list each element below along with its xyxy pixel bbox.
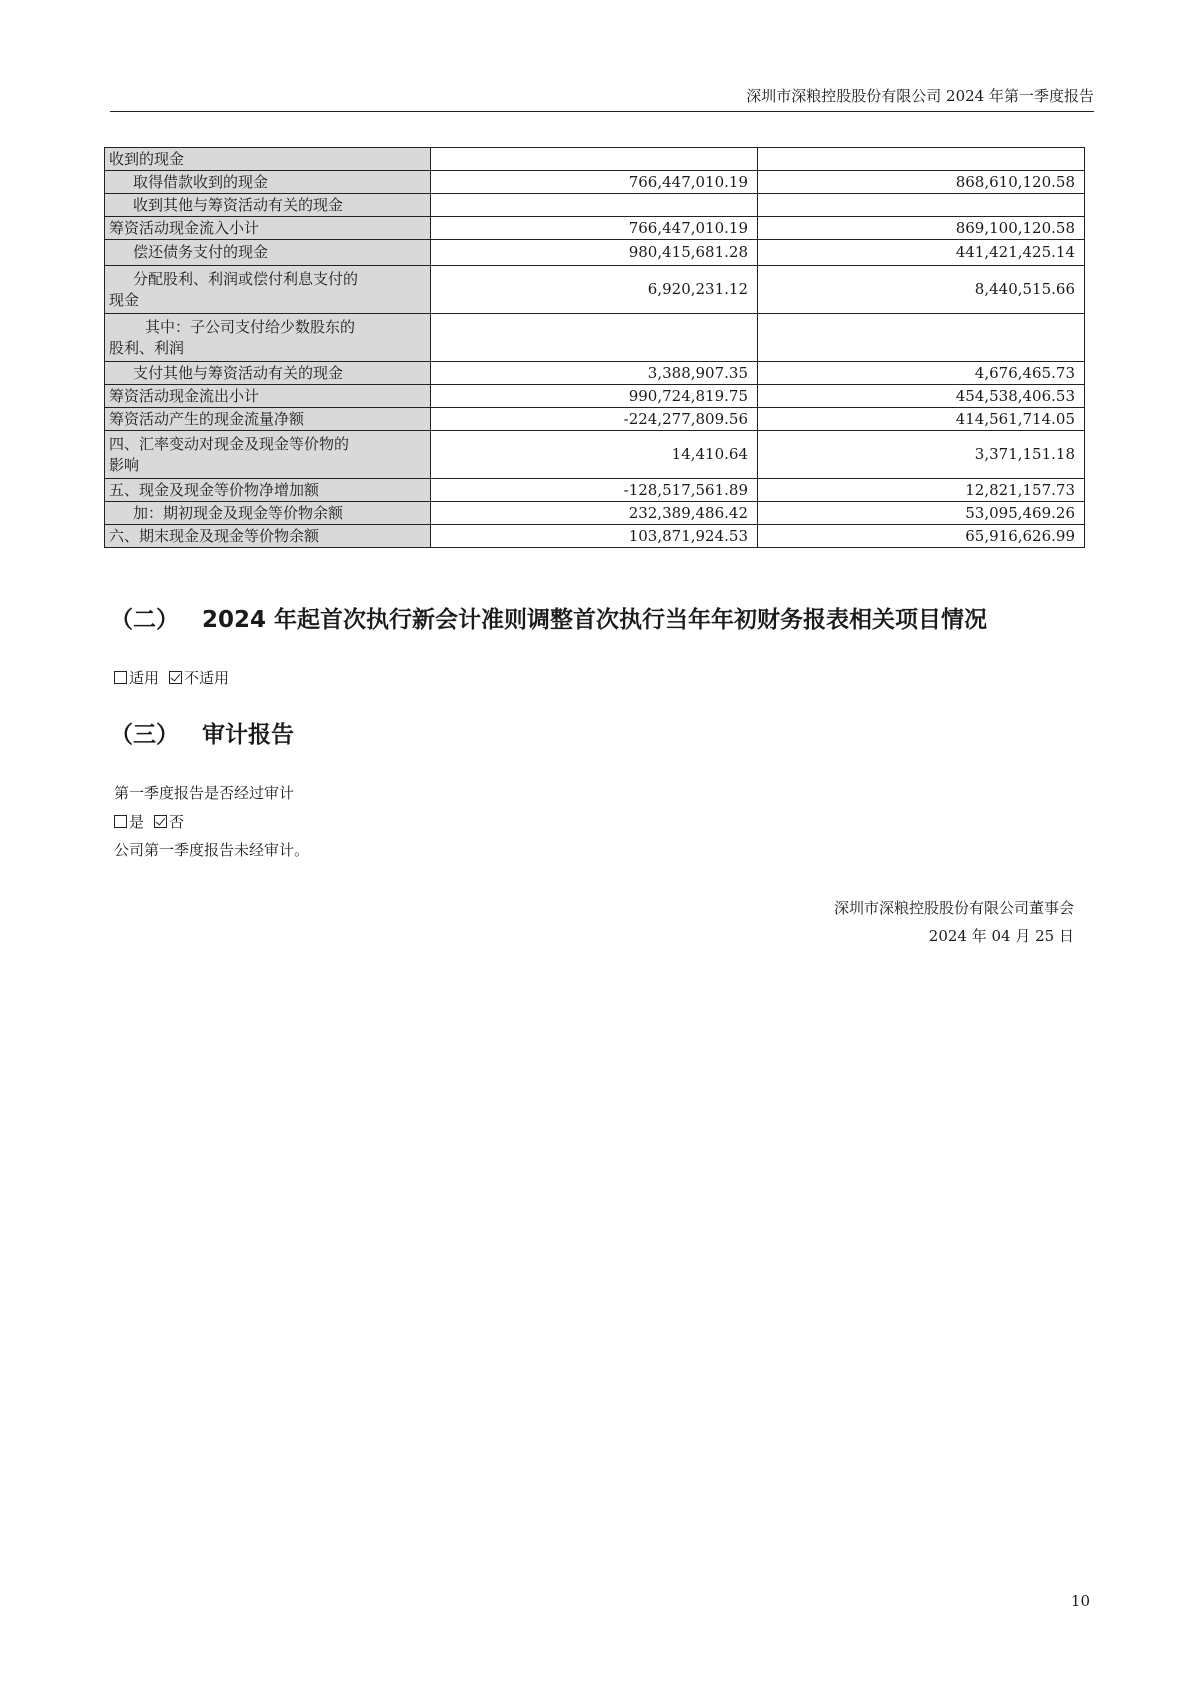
row-label: 五、现金及现金等价物净增加额 <box>105 479 431 502</box>
previous-period-value: 869,100,120.58 <box>758 217 1085 240</box>
current-period-value: -128,517,561.89 <box>431 479 758 502</box>
option-yes: 是 <box>129 813 145 831</box>
audit-statement: 公司第一季度报告未经审计。 <box>114 841 310 859</box>
row-label <box>105 314 431 362</box>
row-label <box>105 431 431 479</box>
previous-period-value: 4,676,465.73 <box>758 362 1085 385</box>
section-2-number: （二） <box>110 607 179 633</box>
previous-period-value <box>758 194 1085 217</box>
unchecked-box-icon[interactable] <box>114 815 127 828</box>
previous-period-value: 8,440,515.66 <box>758 266 1085 314</box>
row-label: 支付其他与筹资活动有关的现金 <box>105 362 431 385</box>
current-period-value: 980,415,681.28 <box>431 240 758 266</box>
current-period-value: 232,389,486.42 <box>431 502 758 525</box>
row-label: 筹资活动现金流入小计 <box>105 217 431 240</box>
table-row <box>105 479 1085 502</box>
current-period-value: 766,447,010.19 <box>431 217 758 240</box>
row-label-line1: 分配股利、利润或偿付利息支付的 <box>133 269 359 288</box>
table-row <box>105 502 1085 525</box>
table-row <box>105 217 1085 240</box>
current-period-value <box>431 194 758 217</box>
audit-question: 第一季度报告是否经过审计 <box>114 784 295 802</box>
previous-period-value <box>758 314 1085 362</box>
table-row <box>105 240 1085 266</box>
checked-box-icon[interactable] <box>169 671 182 684</box>
audit-options <box>114 812 184 832</box>
table-row <box>105 385 1085 408</box>
page-number: 10 <box>1070 1592 1090 1610</box>
option-applicable: 适用 <box>129 669 160 687</box>
row-label: 六、期末现金及现金等价物余额 <box>105 525 431 548</box>
checked-box-icon[interactable] <box>154 815 167 828</box>
table-row <box>105 266 1085 314</box>
section-3-heading <box>110 720 294 750</box>
section-2-options <box>114 668 229 688</box>
current-period-value: 766,447,010.19 <box>431 171 758 194</box>
current-period-value: 103,871,924.53 <box>431 525 758 548</box>
row-label: 取得借款收到的现金 <box>105 171 431 194</box>
current-period-value: -224,277,809.56 <box>431 408 758 431</box>
signature-company: 深圳市深粮控股股份有限公司董事会 <box>833 899 1074 917</box>
table-row <box>105 362 1085 385</box>
previous-period-value: 868,610,120.58 <box>758 171 1085 194</box>
row-label: 筹资活动产生的现金流量净额 <box>105 408 431 431</box>
unchecked-box-icon[interactable] <box>114 671 127 684</box>
section-3-number: （三） <box>110 722 179 748</box>
row-label-line2: 股利、利润 <box>109 338 185 357</box>
previous-period-value: 414,561,714.05 <box>758 408 1085 431</box>
row-label-line2: 影响 <box>109 455 140 474</box>
previous-period-value <box>758 148 1085 171</box>
row-label-line1: 其中：子公司支付给少数股东的 <box>145 317 356 336</box>
current-period-value: 6,920,231.12 <box>431 266 758 314</box>
option-not-applicable: 不适用 <box>184 669 230 687</box>
section-2-heading <box>110 605 987 635</box>
row-label: 筹资活动现金流出小计 <box>105 385 431 408</box>
previous-period-value: 441,421,425.14 <box>758 240 1085 266</box>
previous-period-value: 454,538,406.53 <box>758 385 1085 408</box>
table-row <box>105 431 1085 479</box>
table-row <box>105 194 1085 217</box>
table-row <box>105 525 1085 548</box>
previous-period-value: 53,095,469.26 <box>758 502 1085 525</box>
current-period-value <box>431 314 758 362</box>
current-period-value <box>431 148 758 171</box>
section-3-title: 审计报告 <box>202 722 294 748</box>
table-row <box>105 314 1085 362</box>
section-2-title: 2024 年起首次执行新会计准则调整首次执行当年年初财务报表相关项目情况 <box>202 607 988 633</box>
table-row <box>105 408 1085 431</box>
current-period-value: 990,724,819.75 <box>431 385 758 408</box>
running-header: 深圳市深粮控股股份有限公司 2024 年第一季度报告 <box>110 86 1094 112</box>
table-row <box>105 148 1085 171</box>
row-label: 收到其他与筹资活动有关的现金 <box>105 194 431 217</box>
previous-period-value: 3,371,151.18 <box>758 431 1085 479</box>
row-label-line1: 四、汇率变动对现金及现金等价物的 <box>109 434 350 453</box>
option-no: 否 <box>169 813 185 831</box>
current-period-value: 14,410.64 <box>431 431 758 479</box>
row-label: 收到的现金 <box>105 148 431 171</box>
row-label <box>105 266 431 314</box>
current-period-value: 3,388,907.35 <box>431 362 758 385</box>
cash-flow-table <box>104 147 1085 548</box>
signature-date: 2024 年 04 月 25 日 <box>928 927 1074 945</box>
row-label: 加：期初现金及现金等价物余额 <box>105 502 431 525</box>
row-label-line2: 现金 <box>109 290 140 309</box>
row-label: 偿还债务支付的现金 <box>105 240 431 266</box>
previous-period-value: 65,916,626.99 <box>758 525 1085 548</box>
table-row <box>105 171 1085 194</box>
previous-period-value: 12,821,157.73 <box>758 479 1085 502</box>
